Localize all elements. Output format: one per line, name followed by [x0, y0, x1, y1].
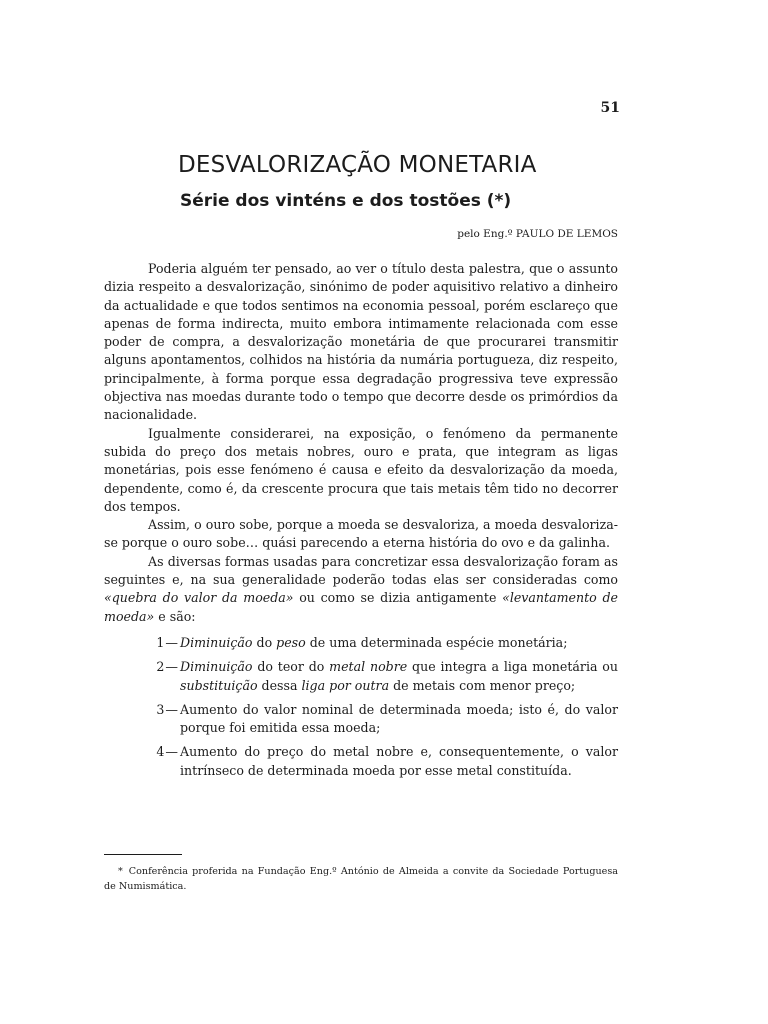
- list-item-number: 1—: [156, 634, 178, 650]
- paragraph-4-quote-2: «levantamento de moeda»: [104, 590, 618, 624]
- list-item-number: 2—: [156, 659, 178, 675]
- page-number: 51: [600, 100, 620, 116]
- list-item-2: 2— Diminuição do teor do metal nobre que integra a liga monetária ou substituição dessa liga por outra de metais com menor preço;: [104, 658, 618, 695]
- paragraph-4-text-3: e são:: [154, 608, 196, 624]
- footnote-mark: *: [118, 866, 123, 877]
- page-title: DESVALORIZAÇÃO MONETARIA: [178, 152, 537, 178]
- list-item-3: 3— Aumento do valor nominal de determinada moeda; isto é, do valor porque foi emitida essa moeda;: [104, 701, 618, 738]
- footnote: [104, 864, 618, 894]
- paragraph-1: Poderia alguém ter pensado, ao ver o título desta palestra, que o assunto dizia respeito a desvalorização, sinónimo de poder aquisitivo relativo a dinheiro da actualidade e que todos sentimos na economia pessoal, porém esclareço que apenas de forma indirecta, muito embora intimamente relacionada com esse poder de compra, a desvalorização monetária de que procurarei transmitir alguns apontamentos, colhidos na história da numária portugueza, diz respeito, principalmente, à forma porque essa degradação progressiva teve expressão objectiva nas moedas durante todo o tempo que decorre desde os primórdios da nacionalidade.: [104, 261, 618, 423]
- page-subtitle: Série dos vinténs e dos tostões (*): [180, 191, 512, 211]
- paragraph-4-text-2: ou como se dizia antigamente: [293, 590, 503, 606]
- author-byline: pelo Eng.º PAULO DE LEMOS: [457, 228, 618, 240]
- footnote-text: Conferência proferida na Fundação Eng.º António de Almeida a convite da Sociedade Portuguesa de Numismática.: [104, 866, 618, 892]
- paragraph-4: [104, 553, 618, 626]
- list-item-number: 4—: [156, 744, 178, 760]
- paragraph-2: Igualmente considerarei, na exposição, o fenómeno da permanente subida do preço dos metais nobres, ouro e prata, que integram as ligas monetárias, pois esse fenómeno é causa e efeito da desvalorização da moeda, dependente, como é, da crescente procura que tais metais têm tido no decorrer dos tempos.: [104, 425, 618, 514]
- footnote-divider: [104, 854, 182, 855]
- article-body: [104, 260, 618, 786]
- forms-list: [104, 634, 618, 780]
- list-item-4: 4— Aumento do preço do metal nobre e, consequentemente, o valor intrínseco de determinada moeda por esse metal constituída.: [104, 743, 618, 780]
- paragraph-4-text-1: As diversas formas usadas para concretizar essa desvalorização foram as seguintes e, na sua generalidade poderão todas elas ser consideradas como: [104, 553, 618, 588]
- list-item-1: 1— Diminuição do peso de uma determinada espécie monetária;: [104, 634, 618, 652]
- paragraph-3: Assim, o ouro sobe, porque a moeda se desvaloriza, a moeda desvaloriza-se porque o ouro sobe… quási parecendo a eterna história do ovo e da galinha.: [104, 517, 618, 551]
- list-item-number: 3—: [156, 701, 178, 717]
- paragraph-4-quote-1: «quebra do valor da moeda»: [104, 590, 294, 606]
